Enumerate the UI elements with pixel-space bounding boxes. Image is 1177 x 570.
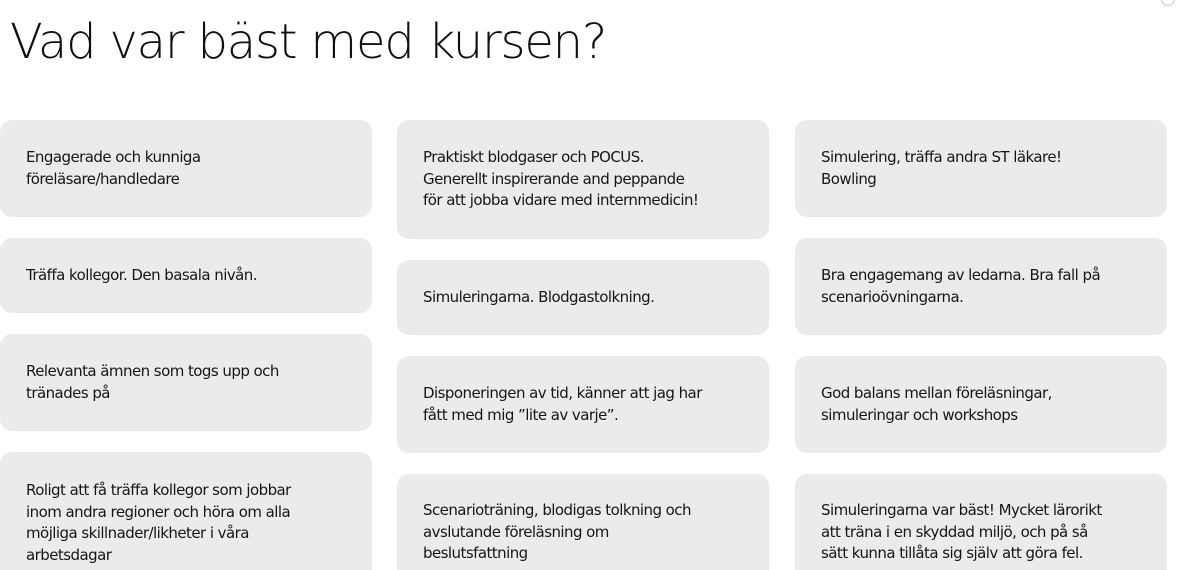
answer-card: [795, 474, 1167, 570]
answer-card: [0, 452, 372, 570]
answer-text: Simuleringarna. Blodgastolkning.: [423, 287, 655, 306]
answer-card: [397, 474, 769, 570]
answer-text: Bra engagemang av ledarna. Bra fall på scenarioövningarna.: [821, 266, 1101, 306]
answer-card: [795, 356, 1167, 453]
answer-text: Roligt att få träffa kollegor som jobbar inom andra regioner och höra om alla möjliga skillnader/likheter i våra arbetsdagar: [26, 481, 291, 564]
answer-text: Disponeringen av tid, känner att jag har fått med mig ”lite av varje”.: [423, 384, 702, 424]
answer-text: God balans mellan föreläsningar, simuleringar och workshops: [821, 384, 1052, 424]
answers-column-3: [795, 0, 1167, 570]
question-title: Vad var bäst med kursen?: [10, 14, 607, 70]
answer-text: Träffa kollegor. Den basala nivån.: [26, 265, 257, 284]
answer-card: [397, 356, 769, 453]
answer-card: [0, 238, 372, 313]
answer-card: [0, 120, 372, 217]
answer-card: [397, 120, 769, 239]
answer-card: [795, 238, 1167, 335]
answer-text: Engagerade och kunniga föreläsare/handledare: [26, 148, 201, 188]
answer-card: [0, 334, 372, 431]
answer-text: Praktiskt blodgaser och POCUS. Generellt inspirerande and peppande för att jobba vidare med internmedicin!: [423, 148, 699, 210]
answer-text: Relevanta ämnen som togs upp och tränades på: [26, 362, 279, 402]
answer-card: [397, 260, 769, 335]
answer-text: Simulering, träffa andra ST läkare! Bowling: [821, 148, 1062, 188]
answer-text: Scenarioträning, blodigas tolkning och avslutande föreläsning om beslutsfattning: [423, 501, 691, 562]
answers-column-2: [397, 0, 769, 570]
answer-card: [795, 120, 1167, 217]
answers-column-1: [0, 0, 372, 570]
answer-text: Simuleringarna var bäst! Mycket lärorikt att träna i en skyddad miljö, och på så sätt kunna tillåta sig själv att göra fel.: [821, 501, 1102, 562]
